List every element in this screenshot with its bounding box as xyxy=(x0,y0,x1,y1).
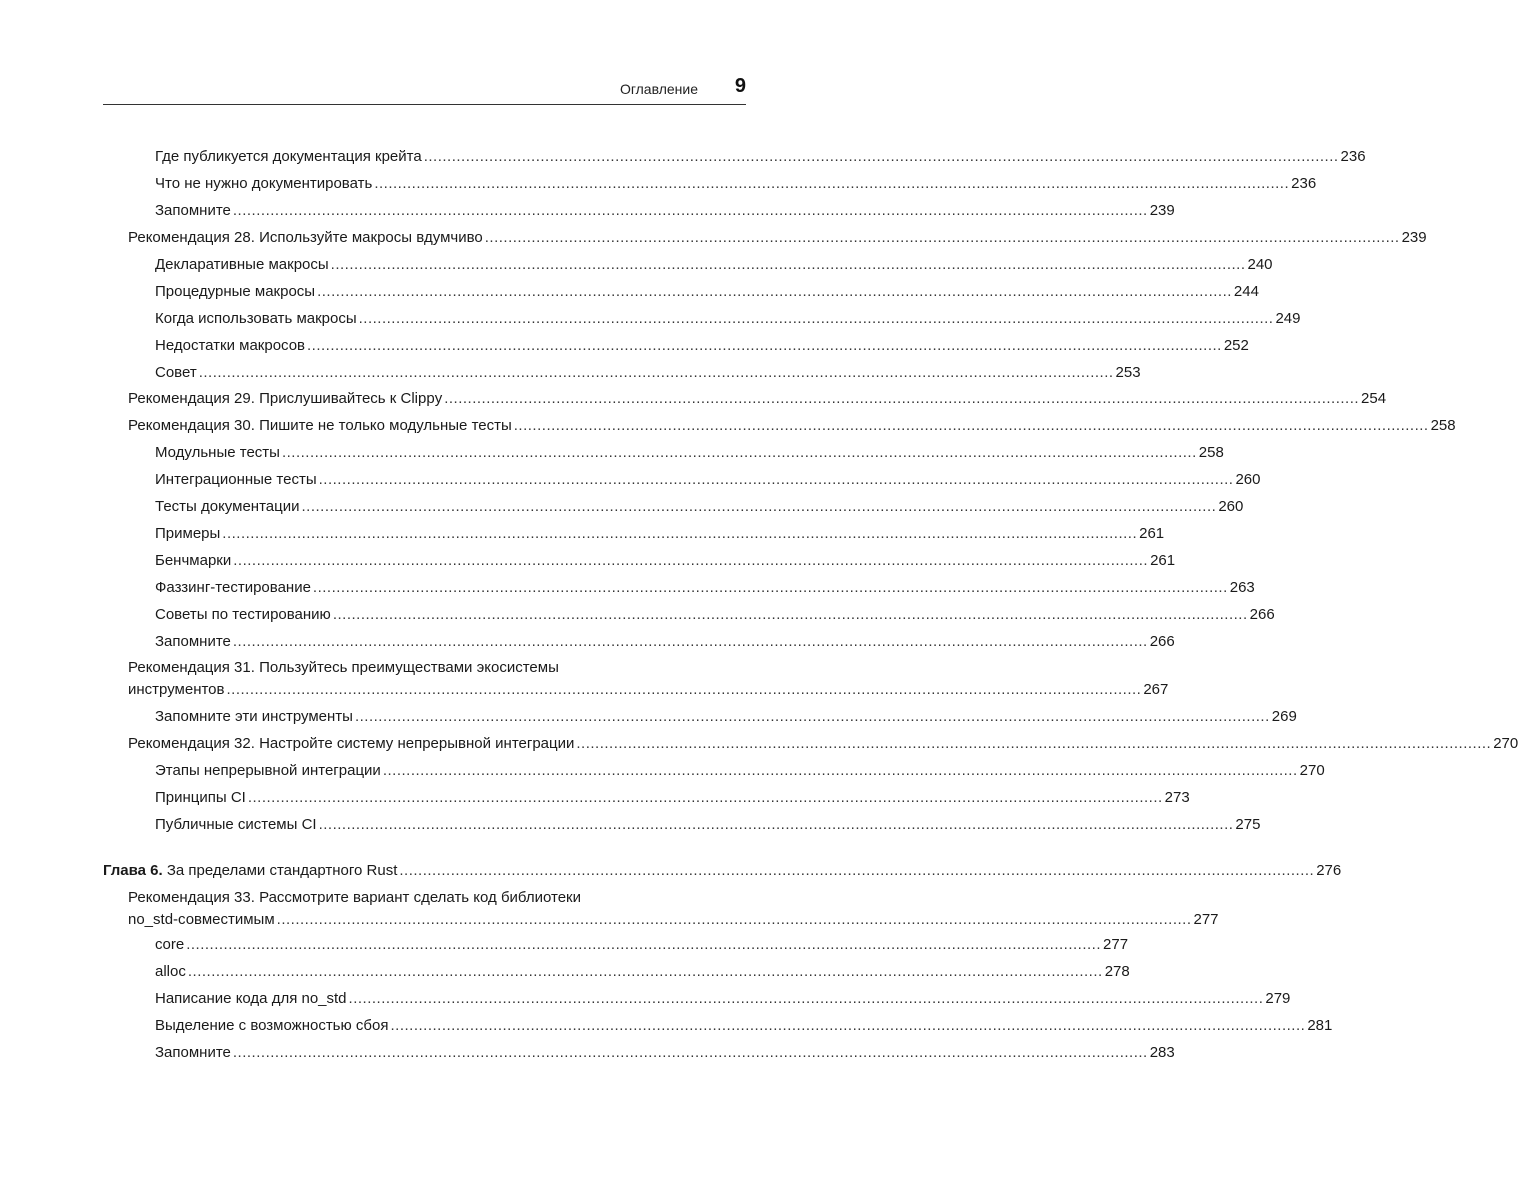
toc-entry xyxy=(103,525,1165,543)
toc-entry xyxy=(103,256,1273,274)
toc-entry-page: 266 xyxy=(1249,606,1275,623)
toc-entry-page: 277 xyxy=(1193,911,1219,928)
toc-entry-page: 266 xyxy=(1149,633,1175,650)
leader-dots: .................................................................................................................................................................................................... xyxy=(233,552,1149,569)
toc-entry xyxy=(103,552,1176,570)
toc-entry-title: Фаззинг-тестирование xyxy=(155,579,311,596)
toc-entry xyxy=(103,789,1190,807)
toc-entry-title: Модульные тесты xyxy=(155,444,280,461)
toc-entry-title: Недостатки макросов xyxy=(155,337,306,354)
leader-dots: .................................................................................................................................................................................................... xyxy=(317,283,1232,300)
leader-dots: .................................................................................................................................................................................................... xyxy=(276,911,1192,928)
toc-entry-title-line1: Рекомендация 31. Пользуйтесь преимуществами экосистемы xyxy=(128,659,559,676)
toc-entry-page: 267 xyxy=(1143,681,1169,698)
leader-dots: .................................................................................................................................................................................................... xyxy=(186,936,1102,953)
leader-dots: .................................................................................................................................................................................................... xyxy=(232,1044,1148,1061)
leader-dots: .................................................................................................................................................................................................... xyxy=(318,816,1234,833)
toc-entry xyxy=(103,963,1130,981)
toc-entry-title: За пределами стандартного Rust xyxy=(166,862,398,879)
toc-entry-page: 254 xyxy=(1361,390,1387,407)
leader-dots: .................................................................................................................................................................................................... xyxy=(354,708,1270,725)
toc-entry-page: 239 xyxy=(1149,202,1175,219)
toc-entry-title-line2: инструментов xyxy=(128,681,225,698)
toc-entry-title: Рекомендация 29. Прислушивайтесь к Clippy xyxy=(128,390,443,407)
leader-dots: .................................................................................................................................................................................................... xyxy=(222,525,1138,542)
toc-entry-page: 275 xyxy=(1235,816,1261,833)
toc-entry xyxy=(103,633,1175,651)
leader-dots: .................................................................................................................................................................................................... xyxy=(312,579,1228,596)
toc-entry-title: Рекомендация 30. Пишите не только модульные тесты xyxy=(128,417,512,434)
leader-dots: .................................................................................................................................................................................................... xyxy=(318,471,1234,488)
toc-entry xyxy=(103,364,1141,382)
toc-entry-page: 258 xyxy=(1430,417,1456,434)
toc-entry-title: Публичные системы CI xyxy=(155,816,317,833)
leader-dots: .................................................................................................................................................................................................... xyxy=(232,633,1148,650)
toc-entry-title: Бенчмарки xyxy=(155,552,232,569)
toc-entry-title: Тесты документации xyxy=(155,498,300,515)
toc-entry-page: 281 xyxy=(1307,1017,1333,1034)
toc-entry xyxy=(103,936,1129,954)
toc-entry-title: Выделение с возможностью сбоя xyxy=(155,1017,389,1034)
toc-entry-title: Интеграционные тесты xyxy=(155,471,317,488)
toc-entry-title: Запомните xyxy=(155,202,231,219)
leader-dots: .................................................................................................................................................................................................... xyxy=(513,417,1429,434)
leader-dots: .................................................................................................................................................................................................... xyxy=(348,990,1264,1007)
toc-entry-title: Декларативные макросы xyxy=(155,256,329,273)
toc-entry xyxy=(103,762,1325,780)
toc-entry-page: 269 xyxy=(1271,708,1297,725)
leader-dots: .................................................................................................................................................................................................... xyxy=(423,148,1339,165)
leader-dots: .................................................................................................................................................................................................... xyxy=(226,681,1142,698)
toc-entry-title: Когда использовать макросы xyxy=(155,310,357,327)
leader-dots: .................................................................................................................................................................................................... xyxy=(301,498,1217,515)
toc-entry-title: Запомните xyxy=(155,1044,231,1061)
toc-entry-page: 260 xyxy=(1218,498,1244,515)
leader-dots: .................................................................................................................................................................................................... xyxy=(330,256,1246,273)
leader-dots: .................................................................................................................................................................................................... xyxy=(382,762,1298,779)
toc-entry-title: Принципы CI xyxy=(155,789,246,806)
toc-entry xyxy=(103,606,1275,624)
header-rule xyxy=(103,104,746,105)
toc-entry-page: 239 xyxy=(1401,229,1427,246)
toc-entry-page: 278 xyxy=(1104,963,1130,980)
toc-entry xyxy=(103,337,1249,355)
toc-entry-title-line1: Рекомендация 33. Рассмотрите вариант сделать код библиотеки xyxy=(128,889,581,906)
leader-dots: .................................................................................................................................................................................................... xyxy=(390,1017,1306,1034)
toc-entry-page: 261 xyxy=(1139,525,1165,542)
leader-dots: .................................................................................................................................................................................................... xyxy=(374,175,1290,192)
toc-entry-page: 261 xyxy=(1150,552,1176,569)
toc-entry-title: alloc xyxy=(155,963,186,980)
leader-dots: .................................................................................................................................................................................................... xyxy=(307,337,1222,354)
leader-dots: .................................................................................................................................................................................................... xyxy=(187,963,1103,980)
toc-entry xyxy=(103,889,1219,929)
leader-dots: .................................................................................................................................................................................................... xyxy=(247,789,1163,806)
toc-entry-title: Написание кода для no_std xyxy=(155,990,347,1007)
toc-entry-page: 252 xyxy=(1223,337,1249,354)
toc-entry-title: Где публикуется документация крейта xyxy=(155,148,422,165)
header-title: Оглавление xyxy=(619,81,698,97)
toc-entry-page: 258 xyxy=(1198,444,1224,461)
chapter-label: Глава 6. xyxy=(103,862,163,879)
toc-entry-page: 273 xyxy=(1164,789,1190,806)
toc-entry-page: 276 xyxy=(1316,862,1342,879)
toc-entry-page: 240 xyxy=(1247,256,1273,273)
leader-dots: .................................................................................................................................................................................................... xyxy=(281,444,1197,461)
toc-entry xyxy=(103,390,1387,408)
toc-entry xyxy=(103,444,1224,462)
toc-entry-title-line2: no_std-совместимым xyxy=(128,911,275,928)
toc-entry-page: 236 xyxy=(1291,175,1317,192)
leader-dots: .................................................................................................................................................................................................... xyxy=(444,390,1360,407)
toc-entry-page: 260 xyxy=(1235,471,1261,488)
toc-entry xyxy=(103,816,1261,834)
toc-entry xyxy=(103,202,1175,220)
page-number: 9 xyxy=(734,75,746,97)
toc-entry xyxy=(103,1044,1175,1062)
toc-entry-title: Что не нужно документировать xyxy=(155,175,373,192)
toc-entry-page: 277 xyxy=(1103,936,1129,953)
leader-dots: .................................................................................................................................................................................................... xyxy=(484,229,1400,246)
toc-chapter-entry xyxy=(103,862,1342,880)
toc-entry-page: 244 xyxy=(1233,283,1259,300)
toc-entry xyxy=(103,498,1244,516)
toc-entry-title: Запомните xyxy=(155,633,231,650)
toc-entry xyxy=(103,1017,1333,1035)
toc-entry xyxy=(103,708,1297,726)
toc-entry-title: Совет xyxy=(155,364,197,381)
toc-entry-title: Рекомендация 32. Настройте систему непрерывной интеграции xyxy=(128,735,575,752)
toc-entry-page: 236 xyxy=(1340,148,1366,165)
leader-dots: .................................................................................................................................................................................................... xyxy=(576,735,1492,752)
toc-entry xyxy=(103,990,1291,1008)
toc-entry xyxy=(103,579,1255,597)
toc-entry-page: 249 xyxy=(1275,310,1301,327)
leader-dots: .................................................................................................................................................................................................... xyxy=(399,862,1315,879)
leader-dots: .................................................................................................................................................................................................... xyxy=(232,202,1148,219)
toc-entry-page: 270 xyxy=(1493,735,1518,752)
toc-entry-title: Этапы непрерывной интеграции xyxy=(155,762,381,779)
leader-dots: .................................................................................................................................................................................................... xyxy=(358,310,1274,327)
toc-entry xyxy=(103,659,1169,699)
toc-entry-title: Запомните эти инструменты xyxy=(155,708,353,725)
toc-entry xyxy=(103,175,1317,193)
toc-entry xyxy=(103,283,1259,301)
toc-entry-page: 283 xyxy=(1149,1044,1175,1061)
toc-entry xyxy=(103,471,1261,489)
toc-entry-page: 279 xyxy=(1265,990,1291,1007)
toc-entry-title: Примеры xyxy=(155,525,221,542)
leader-dots: .................................................................................................................................................................................................... xyxy=(332,606,1248,623)
toc-entry-title: Процедурные макросы xyxy=(155,283,316,300)
toc-entry xyxy=(103,310,1301,328)
toc-entry-page: 253 xyxy=(1115,364,1141,381)
toc-entry xyxy=(103,417,1456,435)
toc-entry xyxy=(103,735,1518,753)
toc-entry-title: Рекомендация 28. Используйте макросы вдумчиво xyxy=(128,229,483,246)
running-header xyxy=(103,72,746,104)
toc-entry-page: 270 xyxy=(1299,762,1325,779)
toc-entry xyxy=(103,148,1366,166)
leader-dots: .................................................................................................................................................................................................... xyxy=(198,364,1114,381)
toc-entry-title: core xyxy=(155,936,185,953)
toc-entry xyxy=(103,229,1427,247)
toc-entry-title: Советы по тестированию xyxy=(155,606,331,623)
toc-entry-page: 263 xyxy=(1229,579,1255,596)
